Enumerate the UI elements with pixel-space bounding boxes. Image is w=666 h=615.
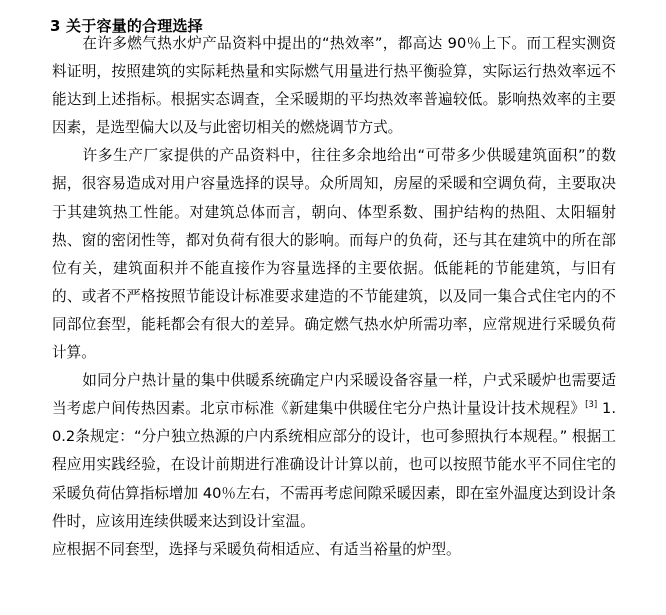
paragraph-4 (52, 536, 616, 564)
paragraph-3 (52, 367, 616, 536)
paragraph-4-text: 应根据不同套型，选择与采暖负荷相适应、有适当裕量的炉型。 (52, 540, 461, 558)
paragraph-1-text: 在许多燃气热水炉产品资料中提出的“热效率”，都高达 90％上下。而工程实测资料证明，按照建筑的实际耗热量和实际燃气用量进行热平衡验算，实际运行热效率远不能达到上述指标。根据实态调查，全采暖期的平均热效率普遍较低。影响热效率的主要因素，是选型偏大以及与此密切相关的燃烧调节方式。 (52, 35, 616, 137)
paragraph-2-text: 许多生产厂家提供的产品资料中，往往多余地给出“可带多少供暖建筑面积”的数据，很容易造成对用户容量选择的误导。众所周知，房屋的采暖和空调负荷，主要取决于其建筑热工性能。对建筑总体而言，朝向、体型系数、围护结构的热阻、太阳辐射热、窗的密闭性等，都对负荷有很大的影响。而每户的负荷，还与其在建筑中的所在部位有关，建筑面积并不能直接作为容量选择的主要依据。低能耗的节能建筑，与旧有的、或者不严格按照节能设计标准要求建造的不节能建筑，以及同一集合式住宅内的不同部位套型，能耗都会有很大的差异。确定燃气热水炉所需功率，应常规进行采暖负荷计算。 (52, 147, 616, 362)
paragraph-3-text-before-reference: 如同分户热计量的集中供暖系统确定户内采暖设备容量一样，户式采暖炉也需要适当考虑户间传热因素。北京市标准《新建集中供暖住宅分户热计量设计技术规程》 (52, 372, 616, 418)
paragraph-1 (52, 30, 616, 142)
citation-reference-marker[interactable]: [3] (585, 400, 598, 411)
paragraph-3-text-after-reference: 1.0.2条规定：“分户独立热源的户内系统相应部分的设计，也可参照执行本规程。” 根据工程应用实践经验，在设计前期进行准确设计计算以前，也可以按照节能水平不同住宅的采暖负荷估算指标增加 40％左右，不需再考虑间隙采暖因素，即在室外温度达到设计条件时，应该用连续供暖来达到设计室温。 (52, 400, 616, 530)
paragraph-2 (52, 142, 616, 367)
document-body (52, 30, 616, 564)
section-heading: 3 关于容量的合理选择 (50, 17, 203, 36)
